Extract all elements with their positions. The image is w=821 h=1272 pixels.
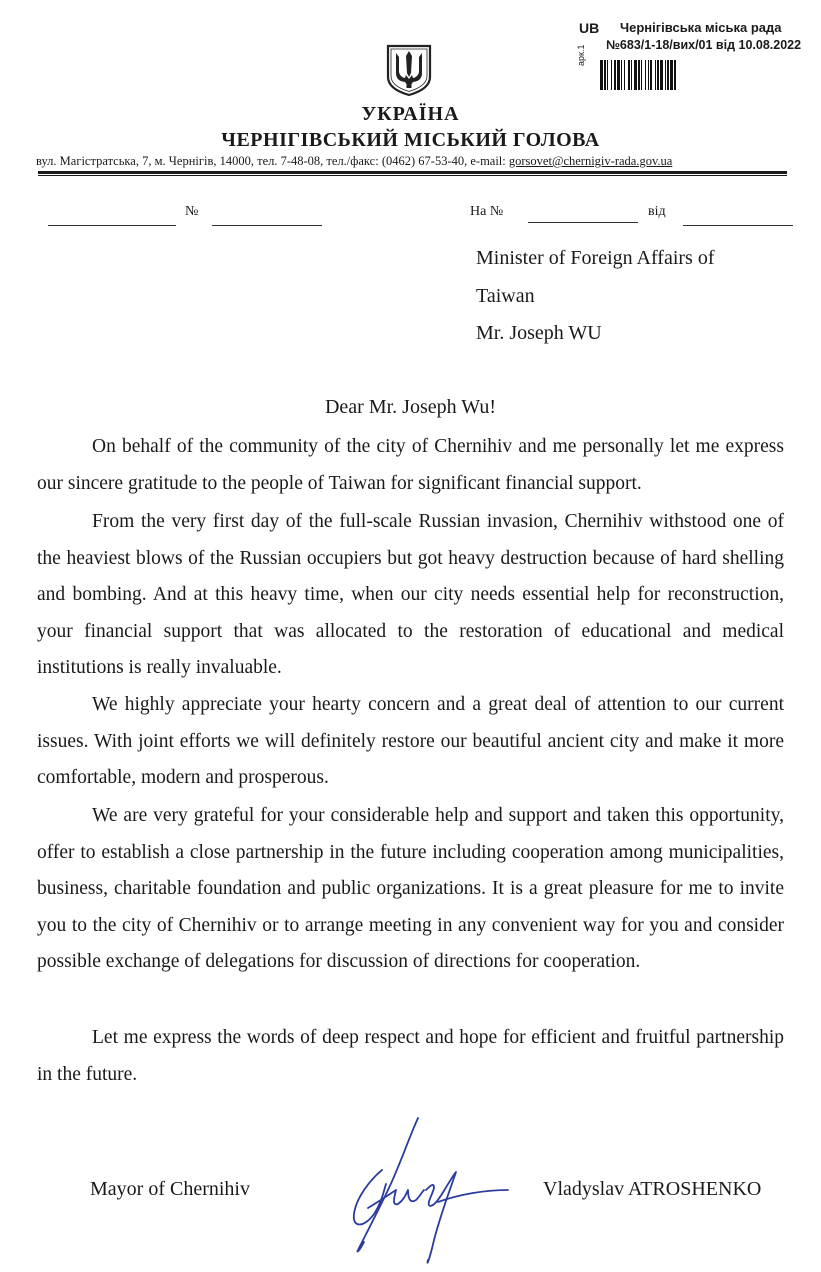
header-rule: [38, 171, 787, 174]
reply-number-blank: [528, 222, 638, 223]
handwritten-signature: [330, 1110, 530, 1270]
outgoing-number-label: №: [185, 204, 199, 219]
office-heading: ЧЕРНІГІВСЬКИЙ МІСЬКИЙ ГОЛОВА: [221, 129, 600, 151]
barcode: [600, 60, 788, 90]
email-link[interactable]: gorsovet@chernigiv-rada.gov.ua: [508, 154, 673, 168]
reply-date-blank: [683, 225, 793, 226]
address-text: вул. Магістратська, 7, м. Чернігів, 14000, тел. 7-48-08, тел./факс: (0462) 67-53-40, e-mail:: [36, 154, 509, 168]
header-rule-thin: [38, 175, 787, 176]
recipient-line-2: Taiwan: [476, 285, 535, 307]
recipient-line-3: Mr. Joseph WU: [476, 322, 602, 344]
paragraph-invasion: From the very first day of the full-scale Russian invasion, Chernihiv withstood one of the heaviest blows of the Russian occupiers but got heavy destruction because of hard shelling and bombing. And at this heavy time, when our city needs essential help for reconstruction, your financial support that was allocated to the restoration of educational and medical institutions is really invaluable.: [37, 511, 784, 678]
registration-organization: Чернігівська міська рада: [620, 20, 782, 35]
signer-title: Mayor of Chernihiv: [90, 1178, 250, 1200]
tryzub-emblem-icon: [385, 43, 433, 97]
recipient-line-1: Minister of Foreign Affairs of: [476, 247, 715, 269]
reply-date-label: від: [648, 204, 666, 219]
paragraph-appreciation: We highly appreciate your hearty concern and a great deal of attention to our current issues. With joint efforts we will definitely restore our beautiful ancient city and make it more comfortable, modern and prosperous.: [37, 694, 784, 788]
outgoing-number-blank: [212, 225, 322, 226]
signer-name: Vladyslav ATROSHENKO: [543, 1178, 762, 1200]
paragraph-partnership: We are very grateful for your considerable help and support and taken this opportunity, offer to establish a close partnership in the future including cooperation among municipalities, business, charitable foundation and public organizations. It is a great pleasure for me to invite you to the city of Chernihiv or to arrange meeting in any convenient way for you and consider possible exchange of delegations for discussion of directions for cooperation.: [37, 805, 784, 972]
registration-sheet: арк.1: [576, 44, 586, 66]
outgoing-date-blank: [48, 225, 176, 226]
paragraph-gratitude: On behalf of the community of the city of Chernihiv and me personally let me express our sincere gratitude to the people of Taiwan for significant financial support.: [37, 436, 784, 494]
reply-number-label: На №: [470, 204, 504, 219]
salutation: Dear Mr. Joseph Wu!: [324, 396, 496, 418]
registration-number: №683/1-18/вих/01 від 10.08.2022: [606, 38, 802, 52]
paragraph-closing: Let me express the words of deep respect and hope for efficient and fruitful partnership in the future.: [37, 1027, 784, 1085]
registration-code: UB: [579, 20, 600, 36]
country-heading: УКРАЇНА: [361, 103, 460, 125]
address-line: [36, 154, 672, 169]
